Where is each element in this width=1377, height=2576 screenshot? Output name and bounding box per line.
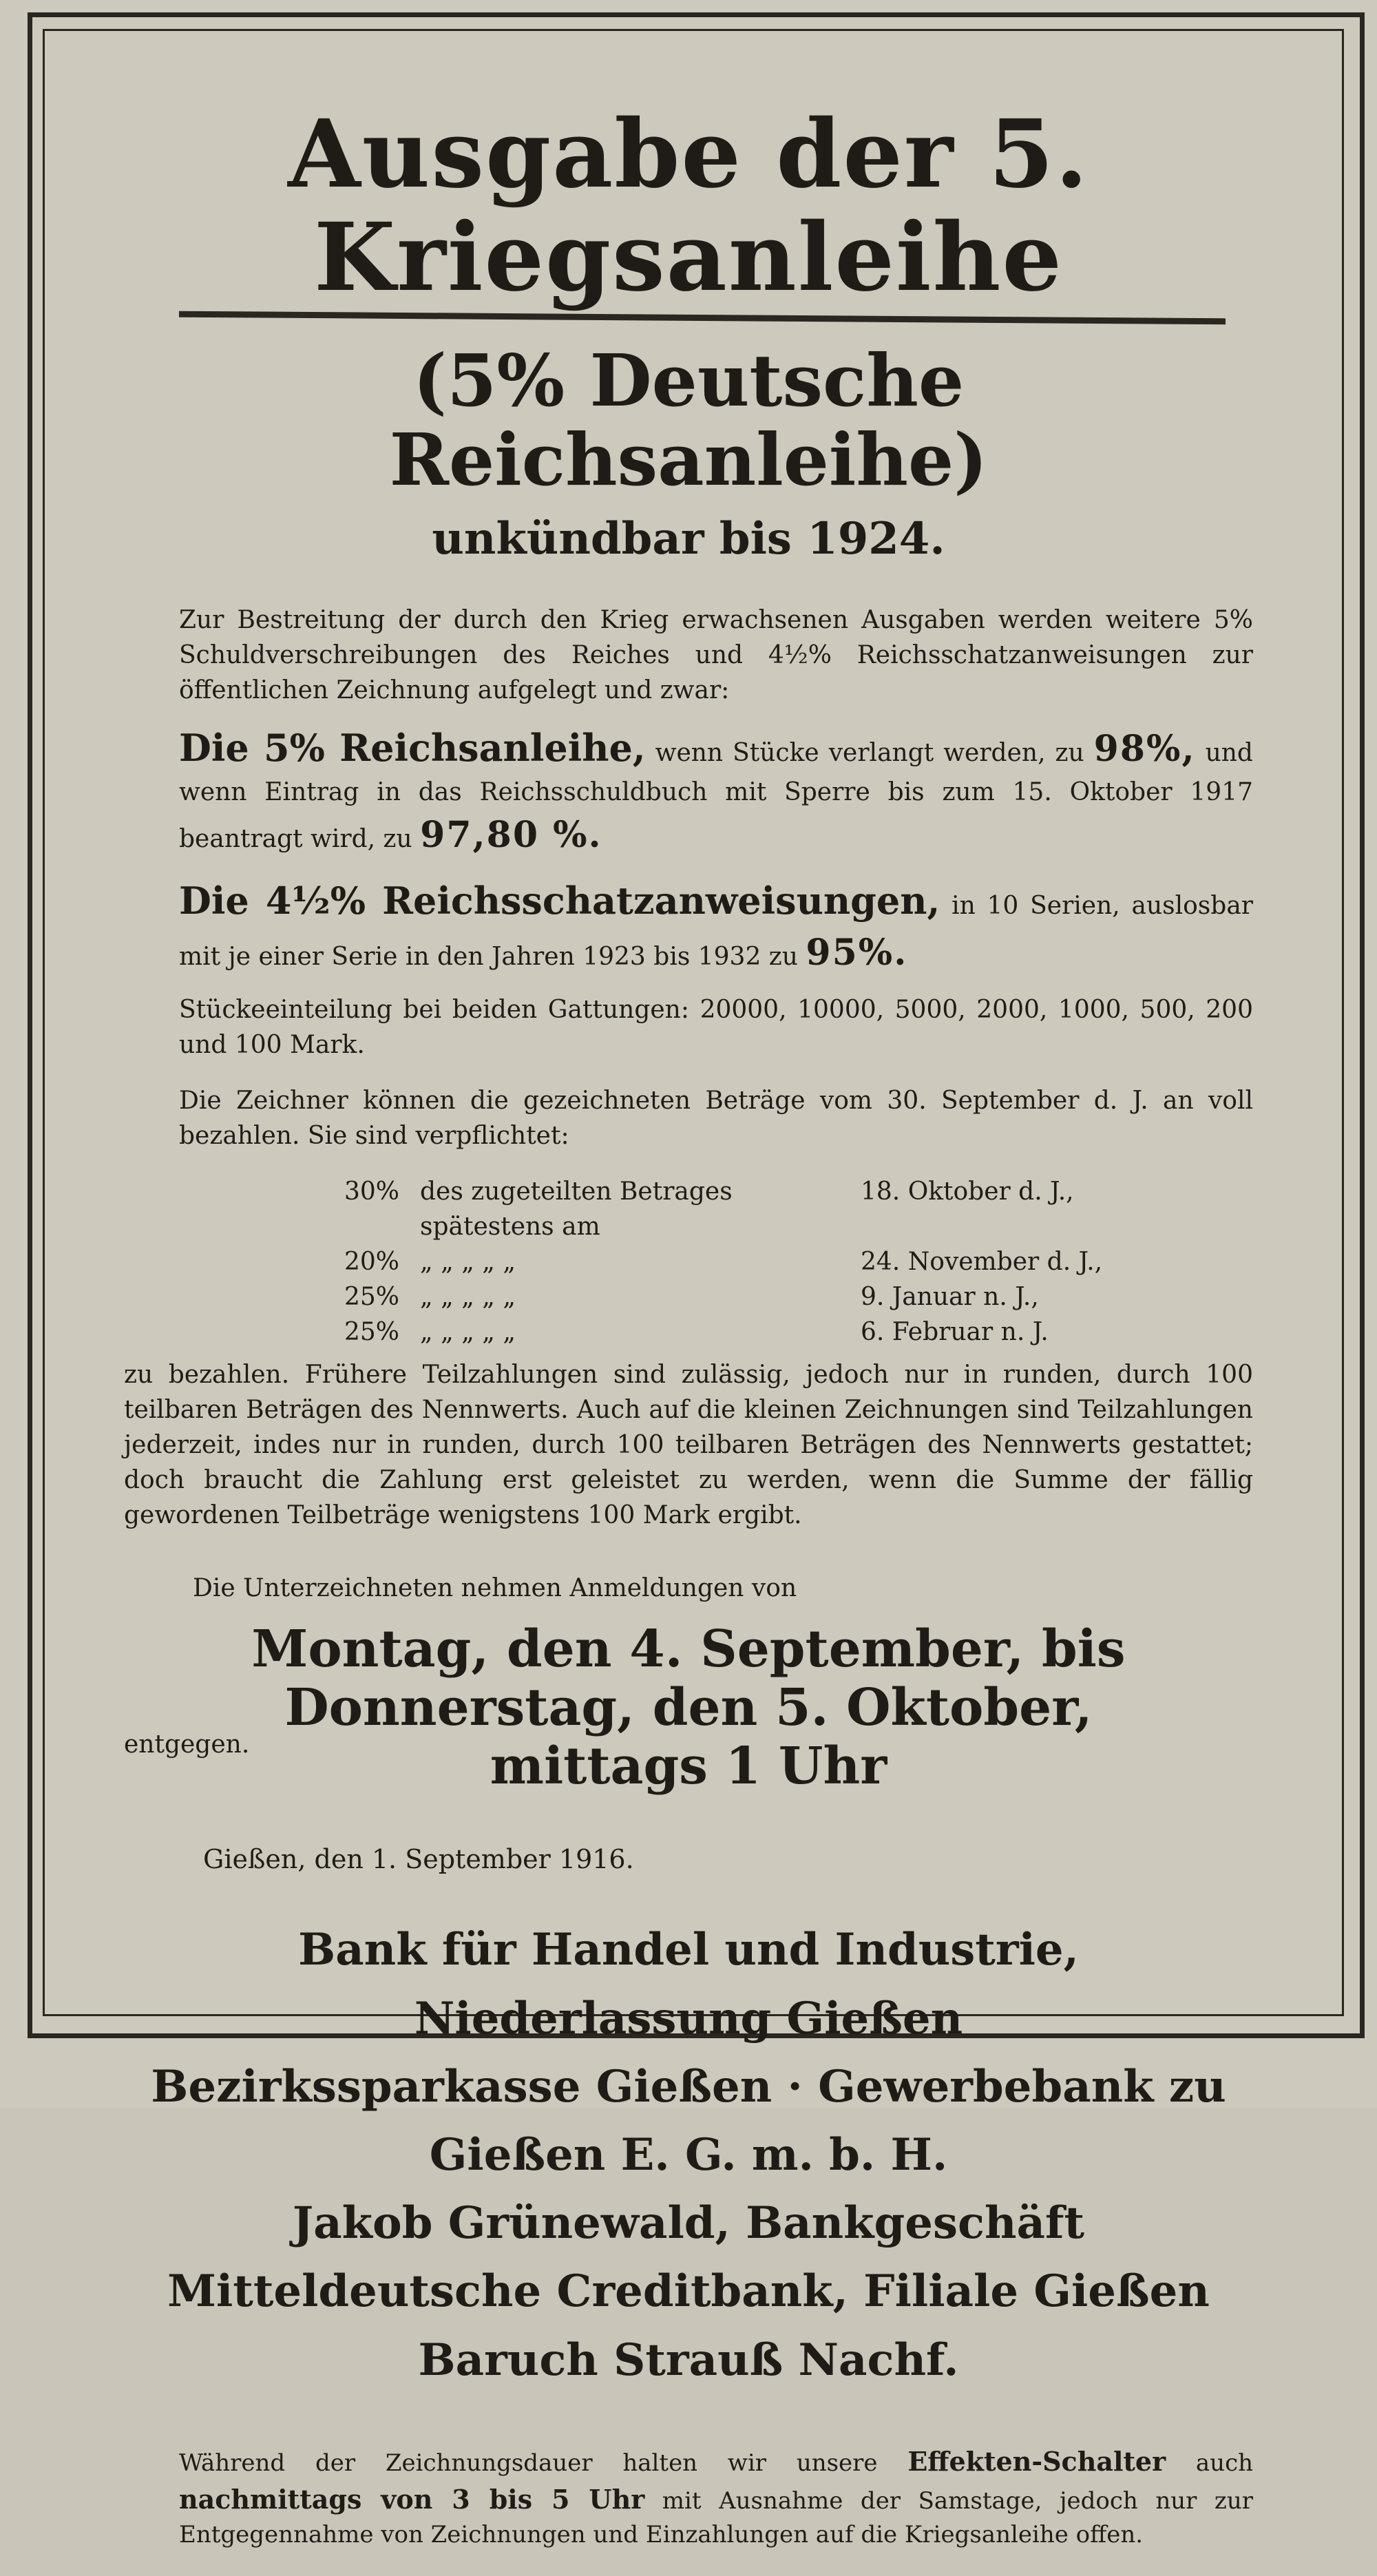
offer-schatzanweisungen — [124, 875, 1253, 978]
schedule-percent: 25% — [344, 1318, 400, 1347]
note-counter: Effekten-Schalter — [907, 2445, 1166, 2477]
closing-note — [124, 2442, 1253, 2553]
schedule-row — [344, 1244, 1253, 1279]
main-title: Ausgabe der 5. Kriegsanleihe — [288, 99, 1089, 313]
schedule-row — [344, 1174, 1253, 1244]
period-line-2: mittags 1 Uhr — [490, 1737, 887, 1797]
note-hours: nachmittags von 3 bis 5 Uhr — [179, 2483, 645, 2515]
bank-name: Baruch Strauß Nachf. — [418, 2334, 959, 2386]
bank-name: Bezirkssparkasse Gießen · Gewerbebank zu Gießen E. G. m. b. H. — [151, 2060, 1226, 2181]
subtitle-term: unkündbar bis 1924. — [432, 512, 945, 565]
title-underline — [179, 311, 1226, 325]
schedule-percent: 25% — [344, 1283, 400, 1312]
schedule-date: 6. Februar n. J. — [861, 1318, 1049, 1347]
bank-name: Jakob Grünewald, Bankgeschäft — [292, 2197, 1085, 2250]
note-part-a: Während der Zeichnungsdauer halten wir unsere — [179, 2449, 878, 2477]
subscription-period — [124, 1620, 1253, 1796]
offer1-text-a: wenn Stücke verlangt werden, zu — [655, 739, 1084, 768]
schedule-text: des zugeteilten Betrages spätestens am — [420, 1177, 733, 1242]
note-part-e: mit Ausnahme der Samstage, jedoch nur zur Entgegennahme von Zeichnungen und Einzahlungen auf die Kriegsanleihe offen. — [179, 2486, 1253, 2549]
subtitle: (5% Deutsche Reichsanleihe) — [389, 338, 988, 502]
installments-paragraph: zu bezahlen. Frühere Teilzahlungen sind zulässig, jedoch nur in runden, durch 100 teilbaren Beträgen des Nennwerts. Auch auf die kleinen Zeichnungen sind Teilzahlungen jederzeit, indes nur in runden, durch 100 teilbaren Beträgen des Nennwerts gestattet; doch braucht die Zahlung erst geleistet zu werden, wenn die Summe der fällig gewordenen Teilbeträge wenigstens 100 Mark ergibt. — [124, 1360, 1253, 1529]
schedule-percent: 20% — [344, 1248, 400, 1277]
note-part-c: auch — [1195, 2449, 1254, 2477]
schedule-row — [344, 1315, 1253, 1350]
announcement-body — [124, 83, 1253, 2576]
payment-schedule — [344, 1174, 1253, 1350]
entgegen-text: entgegen. — [124, 1730, 250, 1759]
schedule-row — [344, 1279, 1253, 1315]
bank-list — [124, 1916, 1253, 2394]
offer1-rate-a: 98%, — [1093, 728, 1196, 771]
offer1-text-b: und wenn Eintrag in das Reichsschuldbuch mit Sperre bis zum 15. Oktober 1917 beantragt wird, zu — [179, 739, 1253, 854]
acceptance-line: Die Unterzeichneten nehmen Anmeldungen von — [193, 1574, 797, 1603]
period-line-1: Montag, den 4. September, bis Donnerstag, den 5. Oktober, — [251, 1620, 1126, 1738]
schedule-date: 24. November d. J., — [861, 1248, 1103, 1277]
schedule-text: „ „ „ „ „ — [420, 1318, 516, 1347]
schedule-date: 9. Januar n. J., — [861, 1283, 1039, 1312]
schedule-percent: 30% — [344, 1177, 400, 1206]
offer2-heading: Die 4½% Reichsschatzanweisungen, — [179, 879, 940, 923]
place-date: Gießen, den 1. September 1916. — [203, 1844, 634, 1875]
obligation-paragraph: Die Zeichner können die gezeichneten Beträge vom 30. September d. J. an voll bezahlen. Sie sind verpflichtet: — [179, 1086, 1253, 1150]
denominations-paragraph: Stückeeinteilung bei beiden Gattungen: 20000, 10000, 5000, 2000, 1000, 500, 200 und 100 Mark. — [179, 995, 1253, 1059]
schedule-text: „ „ „ „ „ — [420, 1283, 516, 1312]
offer-reichsanleihe — [124, 722, 1253, 861]
schedule-date: 18. Oktober d. J., — [861, 1177, 1074, 1206]
offer1-heading: Die 5% Reichsanleihe, — [179, 726, 646, 771]
bank-name: Mitteldeutsche Creditbank, Filiale Gießen — [167, 2265, 1210, 2318]
bank-name: Bank für Handel und Industrie, Niederlassung Gießen — [298, 1924, 1079, 2044]
intro-paragraph: Zur Bestreitung der durch den Krieg erwachsenen Ausgaben werden weitere 5% Schuldverschreibungen des Reiches und 4½% Reichsschatzanweisungen zur öffentlichen Zeichnung aufgelegt und zwar: — [179, 605, 1253, 705]
offer2-rate-a: 95%. — [806, 931, 908, 974]
offer1-rate-b: 97,80 %. — [420, 814, 602, 857]
schedule-text: „ „ „ „ „ — [420, 1248, 516, 1277]
offer2-text-a: in 10 Serien, auslosbar mit je einer Serie in den Jahren 1923 bis 1932 zu — [179, 892, 1253, 971]
